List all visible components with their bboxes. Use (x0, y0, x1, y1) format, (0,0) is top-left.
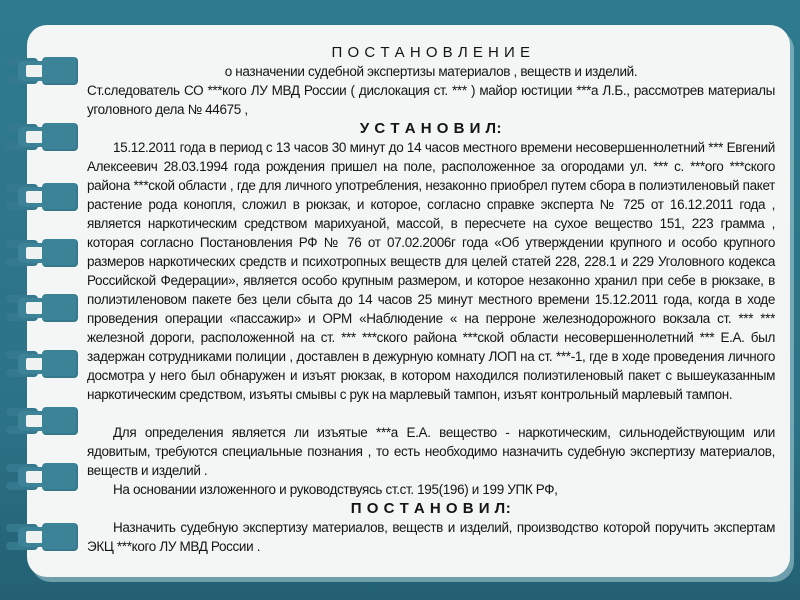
document-text (87, 41, 775, 556)
clip-body (42, 294, 78, 322)
binder-clip-icon (6, 522, 78, 552)
clip-body (42, 183, 78, 211)
heading-ustanovil: У С Т А Н О В И Л: (359, 120, 503, 137)
paragraph-facts: 15.12.2011 года в период с 13 часов 30 минут до 14 часов местного времени несовершеннолетний *** Евгений Алексеевич 28.03.1994 года рождения пришел на поле, расположенное за огородами ул. *** с. ***ого ***ского района ***ской области , где для личного употребления, незаконно приобрел путем сбора в полиэтиленовый пакет растение рода конопля, сложил в рюкзак, и которое, согласно справке эксперта № 725 от 16.12.2011 года , является наркотическим средством марихуаной, массой, в пересчете на сухое вещество 151, 223 грамма , которая согласно Постановления РФ № 76 от 07.02.2006г года «Об утверждении крупного и особо крупного размеров наркотических средств и психотропных веществ для целей статей 228, 228.1 и 229 Уголовного кодекса Российской Федерации», является особо крупным размером, и которое незаконно хранил при себе в рюкзаке, в полиэтиленовом пакете без цели сбыта до 14 часов 25 минут местного времени 15.12.2011 года, когда в ходе проведения операции «пассажир» и ОРМ «Наблюдение « на перроне железнодорожного вокзала ст. *** *** железной дороги, расположенной на ст. *** ***ского района ***ской области несовершеннолетний *** Е.А. был задержан сотрудниками полиции , доставлен в дежурную комнату ЛОП на ст. ***-1, где в ходе проведения личного досмотра у него был обнаружен и изъят рюкзак, в котором находился полиэтиленовый пакет с вышеуказанным наркотическим средством, изъяты смывы с рук на марлевый тампон, изъят контрольный марлевый тампон. (87, 140, 775, 402)
binder-clip-icon (6, 406, 78, 436)
binder-clip-icon (6, 462, 78, 492)
clip-body (42, 239, 78, 267)
paragraph-investigator: Ст.следователь СО ***кого ЛУ МВД России ( дислокация ст. *** ) майор юстиции ***а Л.Б., рассмотрев материалы уголовного дела № 44675 , (87, 83, 775, 117)
clip-hole (26, 191, 43, 203)
clip-body (42, 523, 78, 551)
binder-clip-icon (6, 56, 78, 86)
binder-clip-icon (6, 182, 78, 212)
clip-hole (26, 358, 43, 370)
clip-body (42, 57, 78, 85)
clip-hole (26, 302, 43, 314)
clip-hole (26, 471, 43, 483)
binder-clip-icon (6, 349, 78, 379)
clip-hole (26, 131, 43, 143)
document-subtitle: о назначении судебной экспертизы материалов , веществ и изделий. (224, 64, 638, 79)
clip-body (42, 350, 78, 378)
paragraph-resolution: Назначить судебную экспертизу материалов, веществ и изделий, производство которой поручить экспертам ЭКЦ ***кого ЛУ МВД России . (87, 520, 775, 554)
binder-clip-icon (6, 293, 78, 323)
clip-hole (26, 415, 43, 427)
clip-body (42, 463, 78, 491)
clip-hole (26, 65, 43, 77)
clip-hole (26, 247, 43, 259)
clip-body (42, 407, 78, 435)
binder-clip-icon (6, 122, 78, 152)
paragraph-need-expertise: Для определения является ли изъятые ***а Е.А. вещество - наркотическим, сильнодействующим или ядовитым, требуются специальные познания , то есть необходимо назначить судебную экспертизу материалов, веществ и изделий . (87, 425, 775, 478)
binder-clip-icon (6, 238, 78, 268)
paragraph-legal-basis: На основании изложенного и руководствуясь ст.ст. 195(196) и 199 УПК РФ, (113, 482, 558, 497)
document-title: П О С Т А Н О В Л Е Н И Е (331, 44, 531, 61)
clip-hole (26, 531, 43, 543)
page-content-layer (27, 25, 790, 577)
clip-body (42, 123, 78, 151)
heading-postanovil: П О С Т А Н О В И Л: (350, 500, 512, 517)
